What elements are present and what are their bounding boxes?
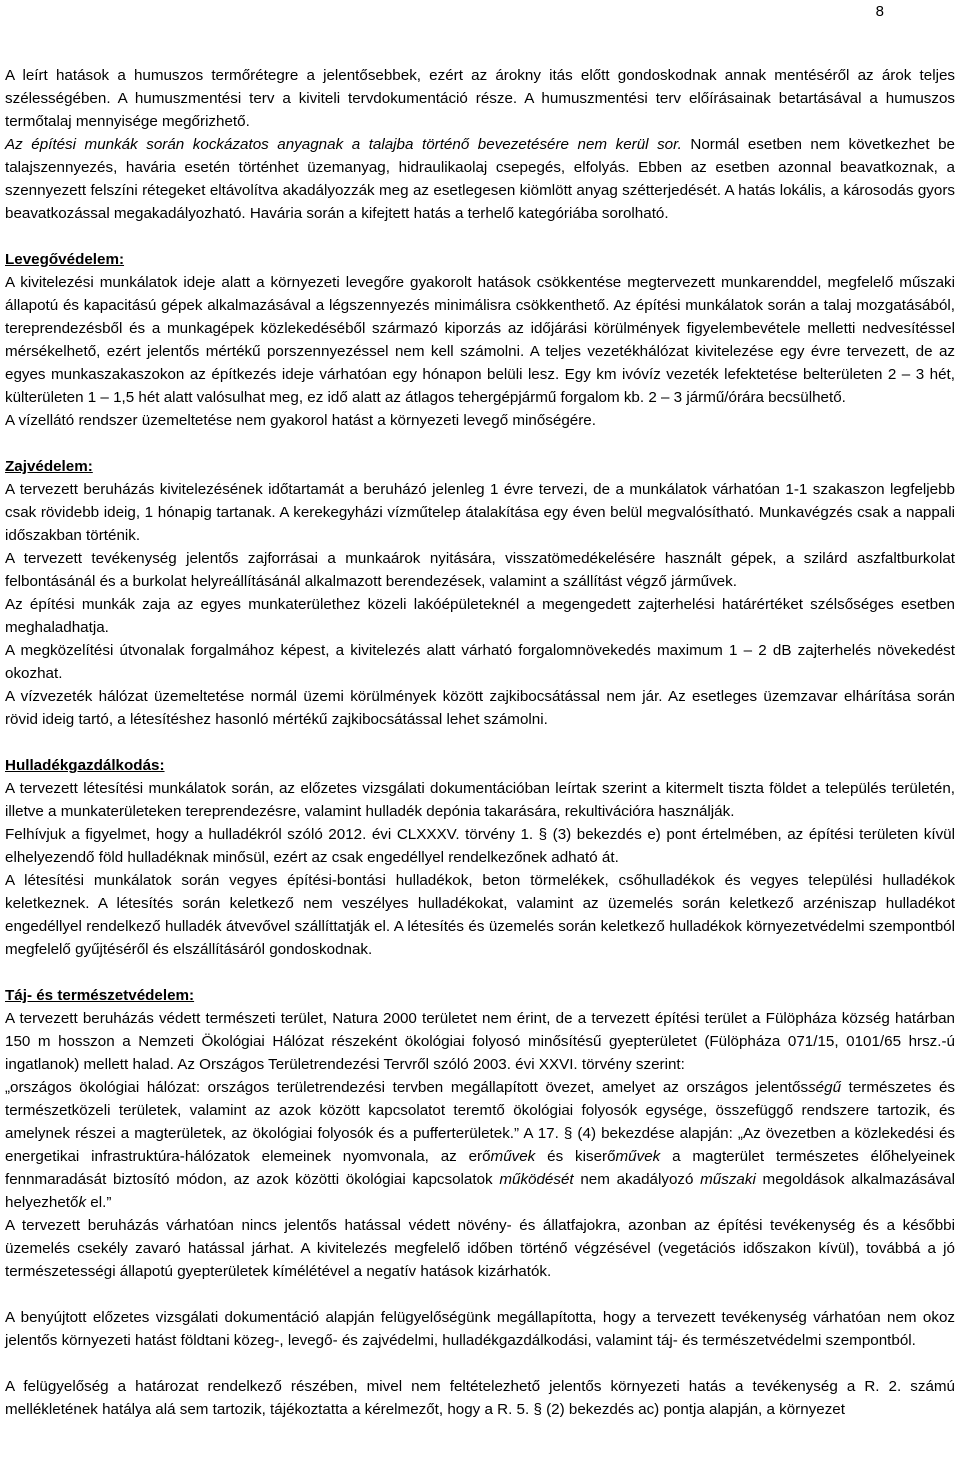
waste-paragraph-3: A létesítési munkálatok során vegyes építési-bontási hulladékok, beton törmelékek, csőhulladékok és vegyes települési hulladékok keletkeznek. A létesítés során keletkező nem veszélyes hulladékokat, valamint az üzemelés során keletkező arzéniszap hulladékot engedéllyel rendelkező hulladék átvevővel szállíttatják el. A létesítés és üzemelés során keletkező hulladékok környezetvédelmi szempontból megfelelő gyűjtéséről és elszállításáról gondoskodnak. bbox=[5, 872, 955, 958]
section-heading-waste: Hulladékgazdálkodás: bbox=[5, 757, 165, 774]
section-heading-air: Levegővédelem: bbox=[5, 251, 125, 268]
conclusion-paragraph-2: A felügyelőség a határozat rendelkező részében, mivel nem feltételezhető jelentős környezeti hatás a tevékenység a R. 2. számú mellékletének hatálya alá sem tartozik, tájékoztatta a kérelmezőt, hogy a R. 5. § (2) bekezdés ac) pontja alapján, a környezet bbox=[5, 1378, 955, 1418]
intro-paragraph-2 bbox=[5, 133, 955, 225]
nature-paragraph-1: A tervezett beruházás védett természeti terület, Natura 2000 területet nem érint, de a tervezett építési terület a Fülöpháza község határban 150 m hosszon a Nemzeti Ökológiai Hálózat részeként ökológiai folyosó minősítésű gyepterületet (Fülöpháza 071/15, 0101/65 hrsz.-ú ingatlanok) mellett halad. Az Országos Területrendezési Tervről szóló 2003. évi XXVI. törvény szerint: bbox=[5, 1010, 955, 1073]
waste-paragraph-1: A tervezett létesítési munkálatok során, az előzetes vizsgálati dokumentációban leírtak szerint a kitermelt tiszta földet a település területén, illetve a munkaterületeken tereprendezésre, valamint hulladék depónia takarására, rekultivációra használják. bbox=[5, 780, 955, 820]
intro-paragraph-1: A leírt hatások a humuszos termőrétegre a jelentősebbek, ezért az árokny itás előtt gondoskodnak annak mentéséről az árok teljes szélességében. A humuszmentési terv a kiviteli tervdokumentáció része. A humuszmentési terv előírásainak betartásával a humuszos termőtalaj mennyisége megőrizhető. bbox=[5, 67, 955, 130]
quote-italic-part: művek bbox=[615, 1148, 661, 1165]
quote-part: el.” bbox=[86, 1194, 112, 1211]
noise-paragraph-5: A vízvezeték hálózat üzemeltetése normál üzemi körülmények között zajkibocsátással nem jár. Az esetleges üzemzavar elhárítása során rövid ideig tartó, a létesítéshez hasonló mértékű zajkibocsátással lehet számolni. bbox=[5, 688, 955, 728]
quote-part: megoldások alkalmazásával helyezhető bbox=[5, 1171, 955, 1211]
quote-part: és kiserő bbox=[535, 1148, 616, 1165]
quote-part: nem akadályozó bbox=[573, 1171, 701, 1188]
quote-italic-part: műszaki bbox=[700, 1171, 756, 1188]
quote-italic-part: k bbox=[78, 1194, 87, 1211]
quote-italic-part: működését bbox=[499, 1171, 574, 1188]
noise-paragraph-1: A tervezett beruházás kivitelezésének időtartamát a beruházó jelenleg 1 évre tervezi, de a munkálatok várhatóan 1-1 szakaszon legfeljebb csak rövidebb ideig, 1 hónapig tartanak. A kerekegyházi vízműtelep átalakítása egy éven belül megvalósítható. Munkavégzés csak a nappali időszakban történik. bbox=[5, 481, 955, 544]
quote-part: természetes és természetközeli területek, valamint az azok között kapcsolatot teremtő ökológiai folyosók egysége, összefüggő rendszere tartozik, és amelynek részei a magterületek, az ökológiai folyosók és a pufferterületek.” A 17. § (4) bekezdése alapján: „Az övezetben a közlekedési és energetikai infrastruktúra-hálózatok elemeinek nyomvonala, az erő bbox=[5, 1079, 956, 1165]
quote-part: „országos ökológiai hálózat: országos területrendezési tervben megállapított övezet, amelyet az országos jelentős bbox=[5, 1079, 809, 1096]
noise-paragraph-4: A megközelítési útvonalak forgalmához képest, a kivitelezés alatt várható forgalomnövekedés maximum 1 – 2 dB zajterhelés növekedést okozhat. bbox=[5, 642, 955, 682]
noise-paragraph-3: Az építési munkák zaja az egyes munkaterülethez közeli lakóépületeknél a megengedett zajterhelési határértéket szélsőséges esetben meghaladhatja. bbox=[5, 596, 955, 636]
quote-italic-part: ségű bbox=[808, 1079, 842, 1096]
nature-quote-paragraph bbox=[5, 1076, 955, 1214]
air-paragraph-1: A kivitelezési munkálatok ideje alatt a környezeti levegőre gyakorolt hatások csökkentése megtervezett munkarenddel, megfelelő műszaki állapotú és kapacitású gépek alkalmazásával a légszennyezés minimálisra csökkenthető. Az építési munkálatok során a talaj mozgatásából, tereprendezésből és a munkagépek közlekedéséből származó kiporzás az időjárási körülmények figyelembevétele melletti nedvesítéssel mérsékelhető, ezért jelentős mértékű porszennyezéssel nem kell számolni. A teljes vezetékhálózat kivitelezése egy évre tervezett, de az egyes munkaszakaszokon az építkezés ideje várhatóan egy hónapon belüli lesz. Egy km ivóvíz vezeték lefektetése belterületen 2 – 3 hét, külterületen 1 – 1,5 hét alatt valósulhat meg, ez idő alatt az átlagos tehergépjármű forgalom kb. 2 – 3 jármű/órára becsülhető. bbox=[5, 274, 955, 406]
quote-italic-part: művek bbox=[490, 1148, 536, 1165]
section-heading-noise: Zajvédelem: bbox=[5, 458, 93, 475]
noise-paragraph-2: A tervezett tevékenység jelentős zajforrásai a munkaárok nyitására, visszatömedékelésére használt gépek, a szilárd aszfaltburkolat felbontásánál és a burkolat helyreállításánál alkalmazott berendezések, valamint a szállítást végző járművek. bbox=[5, 550, 955, 590]
nature-paragraph-3: A tervezett beruházás várhatóan nincs jelentős hatással védett növény- és állatfajokra, azonban az építési tevékenység és a későbbi üzemelés csekély zavaró hatással járhat. A kivitelezés megfelelő időben történő végzésével (vegetációs időszakon kívül), továbbá a jó természetességi állapotú gyepterületek kímélétével a negatív hatások kizárhatók. bbox=[5, 1217, 955, 1280]
air-paragraph-2: A vízellátó rendszer üzemeltetése nem gyakorol hatást a környezeti levegő minőségére. bbox=[5, 412, 596, 429]
document-body bbox=[5, 64, 955, 1421]
intro-italic-sentence: Az építési munkák során kockázatos anyagnak a talajba történő bevezetésére nem kerül sor. bbox=[5, 136, 682, 153]
conclusion-paragraph-1: A benyújtott előzetes vizsgálati dokumentáció alapján felügyelőségünk megállapította, hogy a tervezett tevékenység várhatóan nem okoz jelentős környezeti hatást földtani közeg-, levegő- és zajvédelmi, hulladékgazdálkodási, valamint táj- és természetvédelmi szempontból. bbox=[5, 1309, 955, 1349]
page-number: 8 bbox=[875, 3, 884, 20]
section-heading-nature: Táj- és természetvédelem: bbox=[5, 987, 195, 1004]
intro-rest: Normál esetben nem következhet be talajszennyezés, havária esetén történhet üzemanyag, hidraulikaolaj csepegés, elfolyás. Ebben az esetben azonnal beavatkoznak, a szennyezett felszíni rétegeket eltávolítva akadályozzák meg az esetlegesen kiömlött anyag szétterjedését. A hatás lokális, a károsodás gyors beavatkozással megakadályozható. Havária során a kifejtett hatás a terhelő kategóriába sorolható. bbox=[5, 136, 955, 222]
waste-paragraph-2: Felhívjuk a figyelmet, hogy a hulladékról szóló 2012. évi CLXXXV. törvény 1. § (3) bekezdés e) pont értelmében, az építési területen kívül elhelyezendő föld hulladéknak minősül, ezért az csak engedéllyel rendelkezőnek adható át. bbox=[5, 826, 955, 866]
quote-part: a magterület természetes élőhelyeinek fennmaradását biztosító módon, az azok közötti ökológiai kapcsolatok bbox=[5, 1148, 955, 1188]
